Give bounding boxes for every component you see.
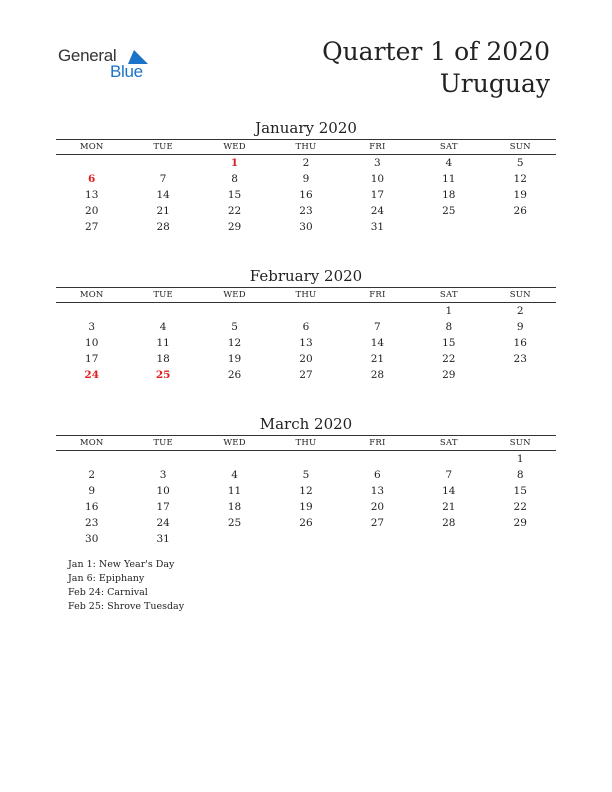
day-cell: 26 [513,205,527,217]
empty-day-cell [56,451,127,467]
day-cell: 11 [227,485,242,497]
month-calendar [56,118,556,235]
day-cell: 28 [370,369,385,381]
weekday-header-row [56,139,556,155]
quarter-title: Quarter 1 of 2020 [322,37,550,66]
day-cell: 22 [442,353,456,365]
day-cell: 4 [159,321,167,333]
week-row [56,155,556,171]
weekday-header: MON [79,290,104,300]
day-cell: 15 [442,337,456,349]
day-cell: 26 [299,517,313,529]
empty-day-cell [342,531,413,547]
empty-day-cell [270,531,341,547]
weekday-header: THU [295,142,317,152]
day-cell: 27 [299,369,313,381]
empty-day-cell [199,531,270,547]
day-cell: 21 [370,353,385,365]
day-cell: 28 [156,221,170,233]
day-cell: 2 [88,469,96,481]
day-cell: 17 [156,501,170,513]
day-cell: 6 [302,321,310,333]
month-calendar [56,414,556,547]
weekday-header: THU [295,438,317,448]
empty-day-cell [127,155,198,171]
weekday-header: MON [79,438,104,448]
day-cell: 12 [227,337,242,349]
empty-day-cell [56,155,127,171]
weekday-header: FRI [369,438,386,448]
day-cell: 22 [513,501,527,513]
empty-day-cell [485,367,556,383]
holiday-notes [68,558,184,614]
weekday-header: WED [223,142,246,152]
day-cell: 27 [370,517,385,529]
day-cell: 3 [88,321,96,333]
weekday-header: FRI [369,142,386,152]
week-row [56,171,556,187]
empty-day-cell [413,451,484,467]
day-cell: 14 [156,189,170,201]
day-cell: 16 [85,501,99,513]
page-title [322,36,550,100]
day-cell: 11 [442,173,456,185]
weekday-header: WED [223,290,246,300]
weekday-header: TUE [153,290,173,300]
week-row [56,499,556,515]
day-cell: 18 [442,189,456,201]
weekday-header-row [56,435,556,451]
day-cell: 7 [159,173,167,185]
logo-general-text: General [58,46,117,65]
day-cell: 7 [445,469,453,481]
day-cell: 10 [156,485,170,497]
month-title: January 2020 [255,119,357,137]
week-row [56,219,556,235]
day-cell: 24 [156,517,170,529]
week-row [56,451,556,467]
day-cell: 8 [516,469,524,481]
day-cell: 31 [156,533,170,545]
empty-day-cell [485,531,556,547]
day-cell: 20 [85,205,99,217]
week-row [56,531,556,547]
day-cell: 24 [84,369,100,381]
week-row [56,303,556,319]
month-calendar [56,266,556,383]
week-row [56,187,556,203]
weekday-header: FRI [369,290,386,300]
weekday-header: SAT [439,438,458,448]
day-cell: 16 [299,189,313,201]
day-cell: 19 [227,353,242,365]
empty-day-cell [342,451,413,467]
day-cell: 25 [442,205,456,217]
weekday-header: WED [223,438,246,448]
day-cell: 18 [227,501,242,513]
day-cell: 6 [88,173,96,185]
day-cell: 2 [302,157,310,169]
empty-day-cell [199,451,270,467]
empty-day-cell [127,303,198,319]
day-cell: 30 [85,533,99,545]
day-cell: 11 [156,337,170,349]
week-row [56,467,556,483]
day-cell: 13 [370,485,385,497]
day-cell: 5 [516,157,524,169]
week-row [56,203,556,219]
empty-day-cell [199,303,270,319]
day-cell: 16 [513,337,527,349]
day-cell: 5 [231,321,238,333]
country-title: Uruguay [439,69,550,98]
day-cell: 9 [88,485,96,497]
week-row [56,335,556,351]
day-cell: 25 [227,517,242,529]
day-cell: 20 [370,501,385,513]
day-cell: 3 [374,157,381,169]
day-cell: 15 [227,189,242,201]
day-cell: 26 [227,369,242,381]
month-title: March 2020 [259,415,353,433]
day-cell: 2 [516,305,524,317]
day-cell: 27 [85,221,99,233]
day-cell: 23 [85,517,99,529]
day-cell: 4 [445,157,453,169]
day-cell: 18 [156,353,170,365]
logo [58,42,168,82]
day-cell: 15 [513,485,527,497]
day-cell: 12 [299,485,313,497]
day-cell: 23 [513,353,527,365]
weekday-header: THU [295,290,317,300]
day-cell: 20 [299,353,313,365]
holiday-note: Feb 24: Carnival [68,587,148,598]
week-row [56,319,556,335]
day-cell: 10 [370,173,385,185]
day-cell: 22 [227,205,242,217]
day-cell: 29 [442,369,456,381]
empty-day-cell [56,303,127,319]
weekday-header: TUE [153,438,173,448]
holiday-note: Jan 1: New Year's Day [68,559,175,570]
weekday-header-row [56,287,556,303]
day-cell: 1 [445,305,453,317]
day-cell: 29 [513,517,527,529]
day-cell: 8 [231,173,238,185]
day-cell: 21 [442,501,456,513]
day-cell: 19 [513,189,527,201]
empty-day-cell [270,303,341,319]
day-cell: 8 [445,321,453,333]
week-row [56,367,556,383]
empty-day-cell [485,219,556,235]
day-cell: 3 [159,469,167,481]
logo-blue-text: Blue [110,62,143,81]
day-cell: 5 [302,469,310,481]
weekday-header: TUE [153,142,173,152]
holiday-note: Feb 25: Shrove Tuesday [68,601,185,612]
day-cell: 30 [299,221,313,233]
day-cell: 31 [370,221,385,233]
day-cell: 14 [370,337,385,349]
week-row [56,351,556,367]
day-cell: 4 [231,469,238,481]
empty-day-cell [413,219,484,235]
holiday-note: Jan 6: Epiphany [68,573,145,584]
day-cell: 19 [299,501,313,513]
weekday-header: SAT [439,142,458,152]
weekday-header: MON [79,142,104,152]
day-cell: 28 [442,517,456,529]
weekday-header: SAT [439,290,458,300]
day-cell: 9 [516,321,524,333]
day-cell: 6 [374,469,381,481]
empty-day-cell [342,303,413,319]
weekday-header: SUN [509,438,531,448]
day-cell: 9 [302,173,310,185]
day-cell: 14 [442,485,456,497]
day-cell: 1 [516,453,524,465]
day-cell: 13 [299,337,313,349]
weekday-header: SUN [509,142,531,152]
day-cell: 13 [85,189,99,201]
week-row [56,515,556,531]
month-title: February 2020 [249,267,363,285]
day-cell: 7 [374,321,381,333]
day-cell: 10 [85,337,99,349]
weekday-header: SUN [509,290,531,300]
day-cell: 17 [370,189,385,201]
week-row [56,483,556,499]
day-cell: 29 [227,221,242,233]
day-cell: 1 [230,157,239,169]
empty-day-cell [270,451,341,467]
day-cell: 21 [156,205,170,217]
day-cell: 25 [155,369,171,381]
day-cell: 23 [299,205,313,217]
day-cell: 24 [370,205,385,217]
empty-day-cell [127,451,198,467]
empty-day-cell [413,531,484,547]
day-cell: 12 [513,173,527,185]
day-cell: 17 [85,353,99,365]
